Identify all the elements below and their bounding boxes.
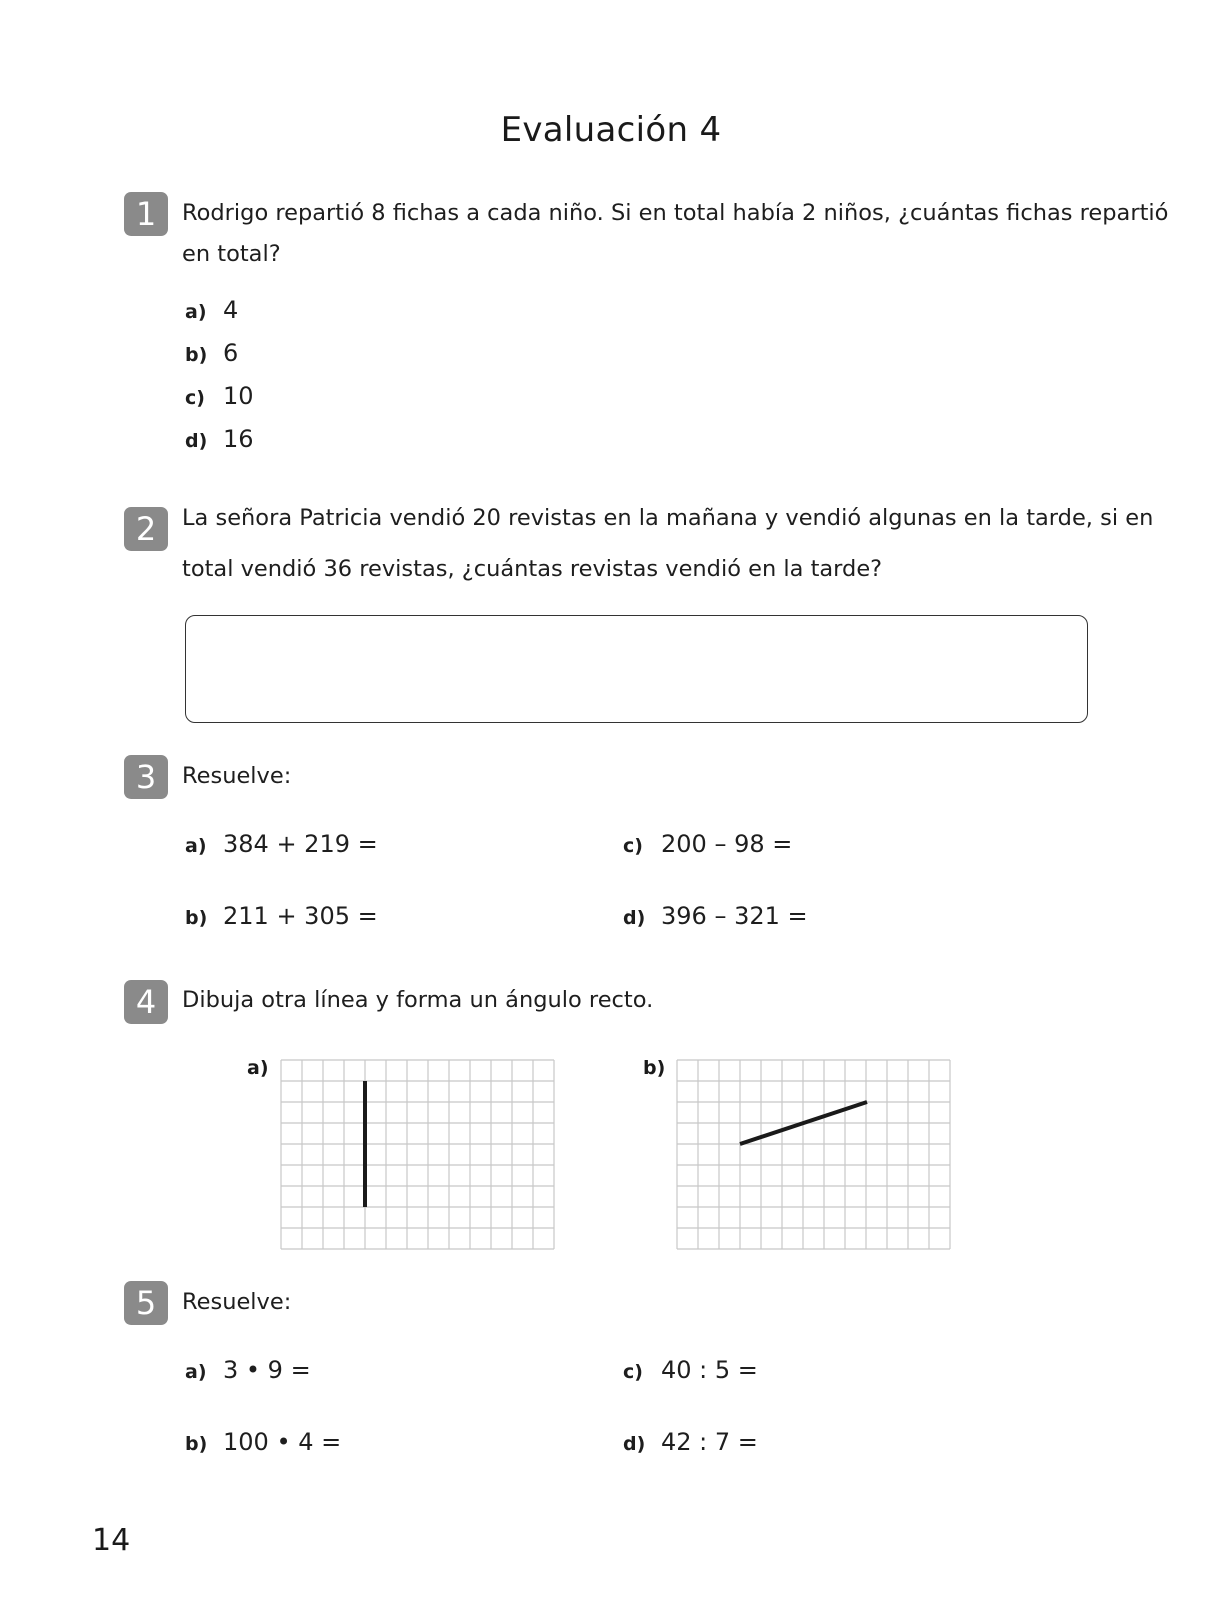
question-5-item-d: [623, 1428, 758, 1456]
question-3-item-c: [623, 830, 792, 858]
question-1-option-d[interactable]: [185, 425, 254, 453]
item-expression: 384 + 219 =: [223, 830, 378, 858]
page-title: Evaluación 4: [500, 110, 722, 150]
question-3-item-a: [185, 830, 378, 858]
item-label: b): [185, 1433, 208, 1455]
option-label: a): [185, 301, 207, 323]
question-4-badge: 4: [124, 980, 168, 1024]
option-label: b): [185, 344, 208, 366]
option-value: 6: [223, 339, 239, 367]
question-2-badge: 2: [124, 507, 168, 551]
item-label: d): [623, 907, 646, 929]
item-label: c): [623, 835, 643, 857]
question-5-item-c: [623, 1356, 758, 1384]
question-1-badge: 1: [124, 192, 168, 236]
question-1-option-a[interactable]: [185, 296, 238, 324]
option-value: 16: [223, 425, 254, 453]
item-label: d): [623, 1433, 646, 1455]
option-label: c): [185, 387, 205, 409]
question-1-text-line-1: Rodrigo repartió 8 fichas a cada niño. Si en total había 2 niños, ¿cuántas fichas repartió: [182, 200, 1169, 226]
item-label: a): [185, 1361, 207, 1383]
question-5-badge: 5: [124, 1281, 168, 1325]
option-value: 10: [223, 382, 254, 410]
grid-a[interactable]: [280, 1059, 558, 1252]
item-expression: 100 • 4 =: [223, 1428, 342, 1456]
question-3-item-d: [623, 902, 808, 930]
question-5-item-b: [185, 1428, 341, 1456]
item-expression: 200 – 98 =: [661, 830, 793, 858]
grid-b-lines: [677, 1060, 950, 1249]
item-label: a): [185, 835, 207, 857]
grid-b-label: b): [643, 1057, 666, 1079]
grid-b[interactable]: [676, 1059, 954, 1252]
question-5-item-a: [185, 1356, 311, 1384]
grid-a-lines: [281, 1060, 554, 1249]
grid-a-label: a): [247, 1057, 269, 1079]
question-2-text-line-1: La señora Patricia vendió 20 revistas en la mañana y vendió algunas en la tarde, si en: [182, 505, 1154, 531]
item-expression: 3 • 9 =: [223, 1356, 311, 1384]
question-3-item-b: [185, 902, 378, 930]
item-label: c): [623, 1361, 643, 1383]
item-label: b): [185, 907, 208, 929]
question-1-text-line-2: en total?: [182, 241, 281, 267]
option-label: d): [185, 430, 208, 452]
question-4-text: Dibuja otra línea y forma un ángulo recto.: [182, 987, 654, 1013]
question-1-option-b[interactable]: [185, 339, 238, 367]
question-3-badge: 3: [124, 755, 168, 799]
page-number: 14: [92, 1523, 131, 1558]
item-expression: 211 + 305 =: [223, 902, 378, 930]
question-1-option-c[interactable]: [185, 382, 254, 410]
question-3-text: Resuelve:: [182, 763, 292, 789]
item-expression: 396 – 321 =: [661, 902, 808, 930]
item-expression: 40 : 5 =: [661, 1356, 758, 1384]
question-2-text-line-2: total vendió 36 revistas, ¿cuántas revistas vendió en la tarde?: [182, 556, 883, 582]
item-expression: 42 : 7 =: [661, 1428, 758, 1456]
question-5-text: Resuelve:: [182, 1289, 292, 1315]
option-value: 4: [223, 296, 239, 324]
question-2-answer-box[interactable]: [185, 615, 1088, 723]
